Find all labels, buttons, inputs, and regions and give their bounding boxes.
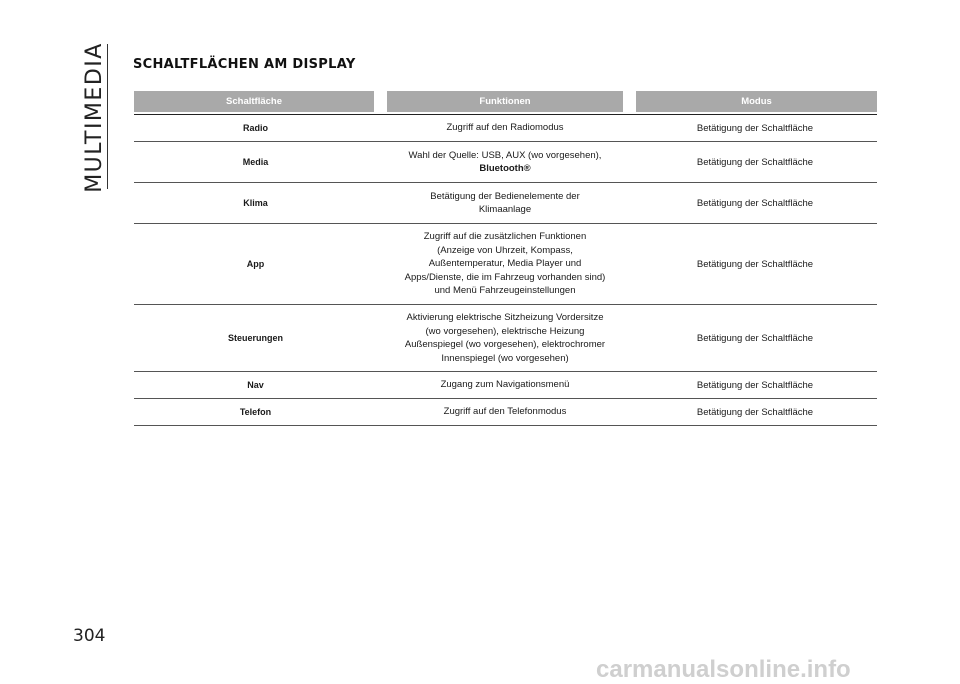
chapter-title <box>74 42 114 193</box>
function-line: Zugriff auf die zusätzlichen Funktionen <box>423 231 587 243</box>
button-name-cell: Media <box>242 157 269 167</box>
function-cell <box>377 149 633 176</box>
mode-cell: Betätigung der Schaltfläche <box>696 379 814 391</box>
function-line: Außenspiegel (wo vorgesehen), elektrochromer <box>404 339 606 350</box>
function-line: Zugang zum Navigationsmenü <box>440 379 570 391</box>
table-row <box>134 399 877 426</box>
button-name-cell: Klima <box>243 198 268 208</box>
mode-cell: Betätigung der Schaltfläche <box>696 258 814 270</box>
function-cell <box>377 378 633 392</box>
function-line: Außentemperatur, Media Player und <box>428 258 582 270</box>
table-row <box>134 115 877 142</box>
function-cell <box>377 190 633 217</box>
function-cell <box>377 405 633 419</box>
watermark: carmanualsonline.info <box>596 656 851 683</box>
button-name-cell: Steuerungen <box>227 333 283 343</box>
mode-cell: Betätigung der Schaltfläche <box>696 332 814 344</box>
function-bold-text: Bluetooth® <box>479 163 531 174</box>
button-name-cell: Radio <box>242 123 268 133</box>
mode-cell: Betätigung der Schaltfläche <box>696 156 814 168</box>
function-line: Innenspiegel (wo vorgesehen) <box>441 352 569 364</box>
buttons-table <box>134 91 877 426</box>
header-modus: Modus <box>636 91 877 112</box>
function-line: Klimaanlage <box>478 204 532 215</box>
mode-cell: Betätigung der Schaltfläche <box>696 197 814 209</box>
chapter-divider <box>107 44 108 189</box>
function-line: (Anzeige von Uhrzeit, Kompass, <box>437 244 573 256</box>
header-funktionen: Funktionen <box>387 91 623 112</box>
header-schaltflaeche: Schaltfläche <box>134 91 374 112</box>
button-name-cell: Telefon <box>239 407 272 417</box>
table-row <box>134 305 877 372</box>
function-cell <box>377 121 633 135</box>
function-line: Betätigung der Bedienelemente der <box>430 190 580 202</box>
function-cell <box>377 311 633 365</box>
table-body <box>134 115 877 426</box>
table-row <box>134 224 877 305</box>
function-line: und Menü Fahrzeugeinstellungen <box>434 285 576 297</box>
section-title: SCHALTFLÄCHEN AM DISPLAY <box>133 57 356 72</box>
table-row <box>134 372 877 399</box>
chapter-title-text: MULTIMEDIA <box>81 42 107 193</box>
function-line: Zugriff auf den Telefonmodus <box>443 406 567 418</box>
table-row <box>134 142 877 183</box>
button-name-cell: Nav <box>247 380 264 390</box>
table-header <box>134 91 877 115</box>
mode-cell: Betätigung der Schaltfläche <box>696 406 814 418</box>
button-name-cell: App <box>246 259 265 269</box>
mode-cell: Betätigung der Schaltfläche <box>696 122 814 134</box>
function-line: (wo vorgesehen), elektrische Heizung <box>425 325 585 337</box>
function-cell <box>377 230 633 298</box>
function-line: Aktivierung elektrische Sitzheizung Vordersitze <box>406 312 604 323</box>
function-line: Zugriff auf den Radiomodus <box>446 122 564 134</box>
page-number: 304 <box>73 626 106 646</box>
function-line: Wahl der Quelle: USB, AUX (wo vorgesehen), <box>408 149 602 161</box>
table-row <box>134 183 877 224</box>
function-line: Apps/Dienste, die im Fahrzeug vorhanden sind) <box>404 271 606 283</box>
